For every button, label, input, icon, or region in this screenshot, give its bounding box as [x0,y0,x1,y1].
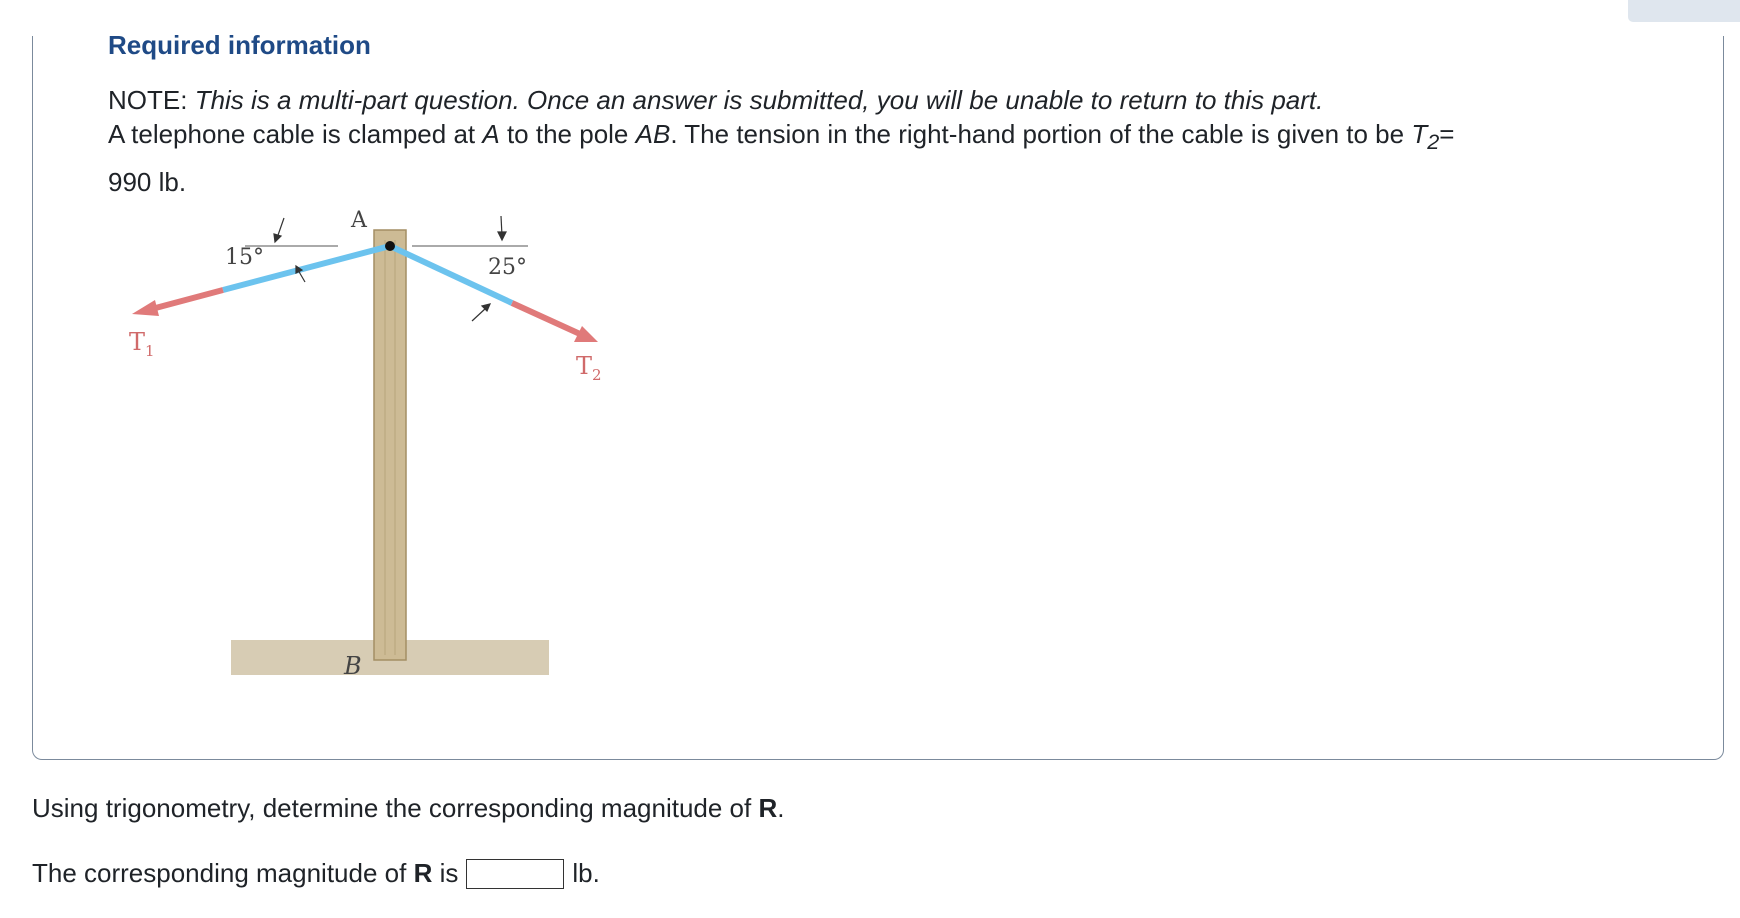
magnitude-answer-input[interactable] [466,859,564,889]
answer-unit: lb. [572,858,600,888]
label-b: B [344,652,362,680]
t2-symbol: $T_2$ [1411,119,1440,155]
t1-arrow-shaft [148,290,223,310]
check-button[interactable] [1628,0,1740,22]
problem-text-1: A telephone cable is clamped at [108,119,476,149]
label-t2: $T_2$ [576,352,602,384]
question-body: Using trigonometry, determine the corresponding magnitude of [32,793,752,823]
cable-pole-diagram [100,200,640,690]
note-text [108,82,1628,118]
problem-point-a: A [482,119,500,149]
answer-prefix: The corresponding magnitude of [32,858,407,888]
problem-pole: AB [635,119,671,149]
answer-line [32,858,600,889]
label-a: A [351,208,367,233]
required-info-title: Required information [108,30,371,60]
equals-sign: = [1439,119,1455,149]
pole-ab [374,230,406,660]
t1-arrow-head [132,300,159,316]
label-t1: $T_1$ [129,328,155,360]
answer-symbol: R [413,858,433,888]
note-body: This is a multi-part question. Once an answer is submitted, you will be unable to return to this part. [194,85,1324,115]
answer-is: is [439,858,459,888]
problem-text-2: to the pole [506,119,629,149]
t2-arrow-shaft [512,303,580,334]
clamp-point-a [385,241,395,251]
angle-label-15: 15° [225,245,264,270]
question-period: . [777,793,785,823]
question-text [32,793,785,824]
tension-value: 990 lb. [108,167,187,198]
problem-text-3: . The tension in the right-hand portion of the cable is given to be [670,119,1405,149]
problem-statement [108,114,1628,202]
note-label: NOTE: [108,85,188,115]
angle-label-25: 25° [488,255,527,280]
question-symbol: R [758,793,778,823]
